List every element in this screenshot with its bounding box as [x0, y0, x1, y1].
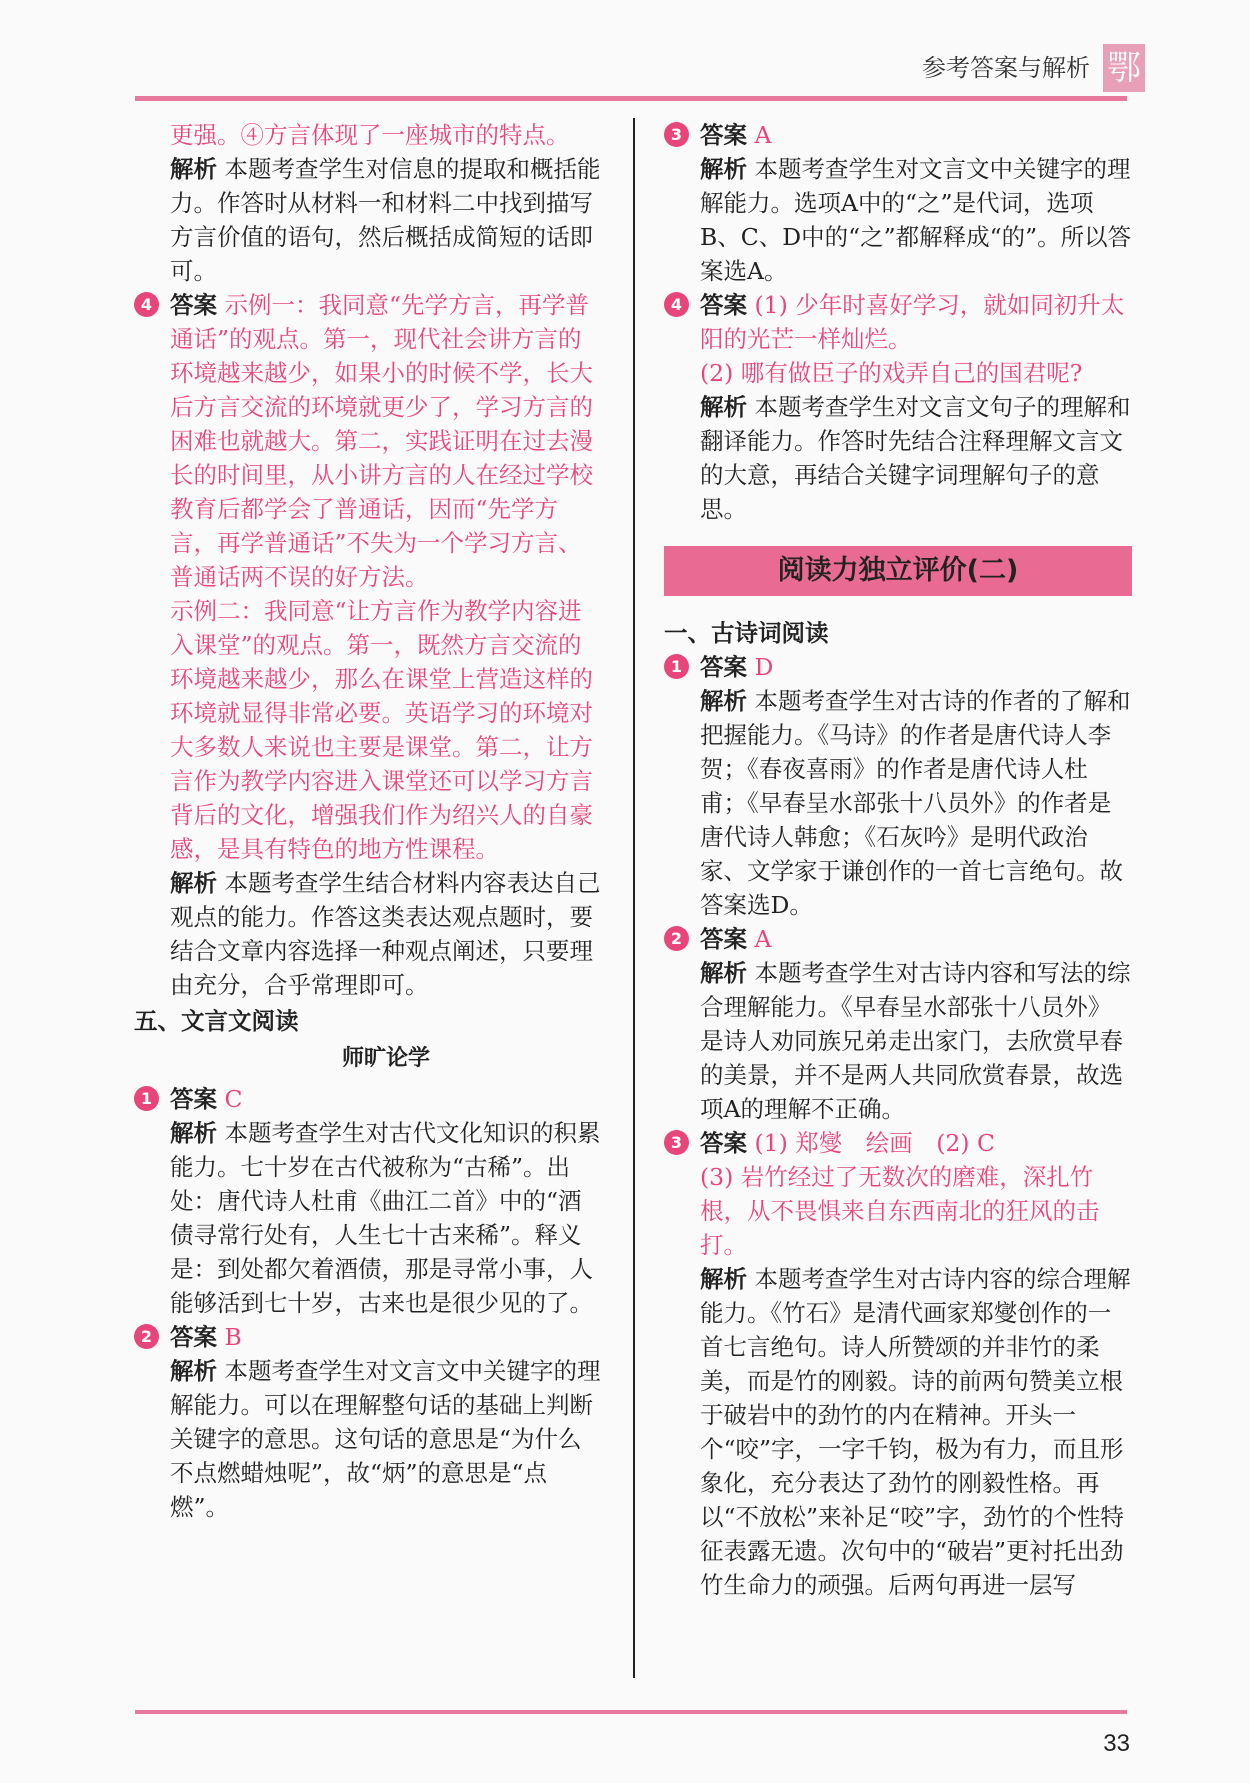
answer-label: 答案	[700, 1129, 747, 1157]
poem-question-2	[670, 922, 1132, 1126]
section-title: 一、古诗词阅读	[664, 619, 829, 647]
answer-value: C	[224, 1085, 243, 1113]
answer-part-2: (2) 哪有做臣子的戏弄自己的国君呢?	[700, 359, 1083, 387]
passage-title: 师旷论学	[341, 1046, 430, 1071]
left-column	[134, 118, 602, 1524]
answer-label: 答案	[170, 291, 217, 319]
analysis-text: 本题考查学生对古诗内容和写法的综合理解能力。《早春呈水部张十八员外》是诗人劝同族兄弟走出家门，去欣赏早春的美景，并不是两人共同欣赏春景，故选项A的理解不正确。	[700, 959, 1131, 1123]
question-number-badge: 4	[134, 292, 159, 317]
header-rule	[135, 96, 1127, 101]
question-1	[140, 1082, 602, 1320]
answer-label: 答案	[700, 121, 747, 149]
right-column	[664, 118, 1132, 1602]
question-4	[140, 288, 602, 1002]
analysis-text: 本题考查学生结合材料内容表达自己观点的能力。作答这类表达观点题时，要结合文章内容选择一种观点阐述，只要理由充分，合乎常理即可。	[170, 869, 601, 999]
question-number-badge: 2	[134, 1324, 159, 1349]
continued-analysis	[170, 152, 602, 288]
analysis-label: 解析	[700, 393, 747, 421]
question-4-right	[670, 288, 1132, 526]
analysis-label: 解析	[700, 1265, 747, 1293]
page-number: 33	[1103, 1730, 1130, 1757]
answer-value: B	[224, 1323, 242, 1351]
answer-example-2: 示例二：我同意“让方言作为教学内容进入课堂”的观点。第一，既然方言交流的环境越来越少，那么在课堂上营造这样的环境就显得非常必要。英语学习的环境对大多数人来说也主要是课堂。第二，让方言作为教学内容进入课堂还可以学习方言背后的文化，增强我们作为绍兴人的自豪感，是具有特色的地方性课程。	[170, 597, 593, 863]
poem-question-3	[670, 1126, 1132, 1602]
answer-value: A	[754, 925, 772, 953]
answer-label: 答案	[700, 925, 747, 953]
answer-label: 答案	[700, 291, 747, 319]
section-band-title: 阅读力独立评价(二)	[664, 546, 1132, 596]
analysis-text: 本题考查学生对文言文中关键字的理解能力。可以在理解整句话的基础上判断关键字的意思。这句话的意思是“为什么不点燃蜡烛呢”，故“炳”的意思是“点燃”。	[170, 1357, 601, 1521]
header-title: 参考答案与解析	[922, 54, 1090, 82]
analysis-text: 本题考查学生对文言文中关键字的理解能力。选项A中的“之”是代词，选项B、C、D中的“之”都解释成“的”。所以答案选A。	[700, 155, 1132, 285]
poem-question-1	[670, 650, 1132, 922]
analysis-text: 本题考查学生对古诗内容的综合理解能力。《竹石》是清代画家郑燮创作的一首七言绝句。诗人所赞颂的并非竹的柔美，而是竹的刚毅。诗的前两句赞美立根于破岩中的劲竹的内在精神。开头一个“咬”字，一字千钧，极为有力，而且形象化，充分表达了劲竹的刚毅性格。再以“不放松”来补足“咬”字，劲竹的个性特征表露无遗。次句中的“破岩”更衬托出劲竹生命力的顽强。后两句再进一层写	[700, 1265, 1131, 1599]
question-number-badge: 2	[664, 926, 689, 951]
answer-label: 答案	[170, 1323, 217, 1351]
answer-value: D	[754, 653, 774, 681]
header-badge: 鄂	[1103, 44, 1145, 92]
analysis-label: 解析	[170, 1357, 217, 1385]
column-divider	[633, 118, 635, 1678]
analysis-label: 解析	[700, 959, 747, 987]
answer-part-2: (3) 岩竹经过了无数次的磨难，深扎竹根，从不畏惧来自东西南北的狂风的击打。	[700, 1163, 1100, 1259]
footer-rule	[135, 1710, 1127, 1714]
question-3	[670, 118, 1132, 288]
answer-part-1: (1) 少年时喜好学习，就如同初升太阳的光芒一样灿烂。	[700, 291, 1125, 353]
analysis-label: 解析	[170, 155, 217, 183]
analysis-text: 本题考查学生对古诗的作者的了解和把握能力。《马诗》的作者是唐代诗人李贺；《春夜喜雨》的作者是唐代诗人杜甫；《早春呈水部张十八员外》的作者是唐代诗人韩愈；《石灰吟》是明代政治家、文学家于谦创作的一首七言绝句。故答案选D。	[700, 687, 1131, 919]
answer-label: 答案	[170, 1085, 217, 1113]
analysis-text: 本题考查学生对信息的提取和概括能力。作答时从材料一和材料二中找到描写方言价值的语句，然后概括成简短的话即可。	[170, 155, 601, 285]
question-number-badge: 3	[664, 1130, 689, 1155]
analysis-label: 解析	[170, 1119, 217, 1147]
analysis-label: 解析	[170, 869, 217, 897]
question-number-badge: 1	[664, 654, 689, 679]
answer-label: 答案	[700, 653, 747, 681]
question-number-badge: 1	[134, 1086, 159, 1111]
answer-example-1: 示例一：我同意“先学方言，再学普通话”的观点。第一，现代社会讲方言的环境越来越少，如果小的时候不学，长大后方言交流的环境就更少了，学习方言的困难也就越大。第二，实践证明在过去漫长的时间里，从小讲方言的人在经过学校教育后都学会了普通话，因而“先学方言，再学普通话”不失为一个学习方言、普通话两不误的好方法。	[170, 291, 593, 591]
answer-value: A	[754, 121, 772, 149]
answer-part-1: (1) 郑燮 绘画 (2) C	[754, 1129, 995, 1157]
continued-answer-line: 更强。④方言体现了一座城市的特点。	[170, 121, 570, 149]
question-2	[140, 1320, 602, 1524]
question-number-badge: 4	[664, 292, 689, 317]
analysis-label: 解析	[700, 155, 747, 183]
analysis-label: 解析	[700, 687, 747, 715]
question-number-badge: 3	[664, 122, 689, 147]
analysis-text: 本题考查学生对古代文化知识的积累能力。七十岁在古代被称为“古稀”。出处：唐代诗人杜甫《曲江二首》中的“酒债寻常行处有，人生七十古来稀”。释义是：到处都欠着酒债，那是寻常小事，人能够活到七十岁，古来也是很少见的了。	[170, 1119, 601, 1317]
analysis-text: 本题考查学生对文言文句子的理解和翻译能力。作答时先结合注释理解文言文的大意，再结合关键字词理解句子的意思。	[700, 393, 1131, 523]
section-title: 五、文言文阅读	[134, 1007, 299, 1035]
